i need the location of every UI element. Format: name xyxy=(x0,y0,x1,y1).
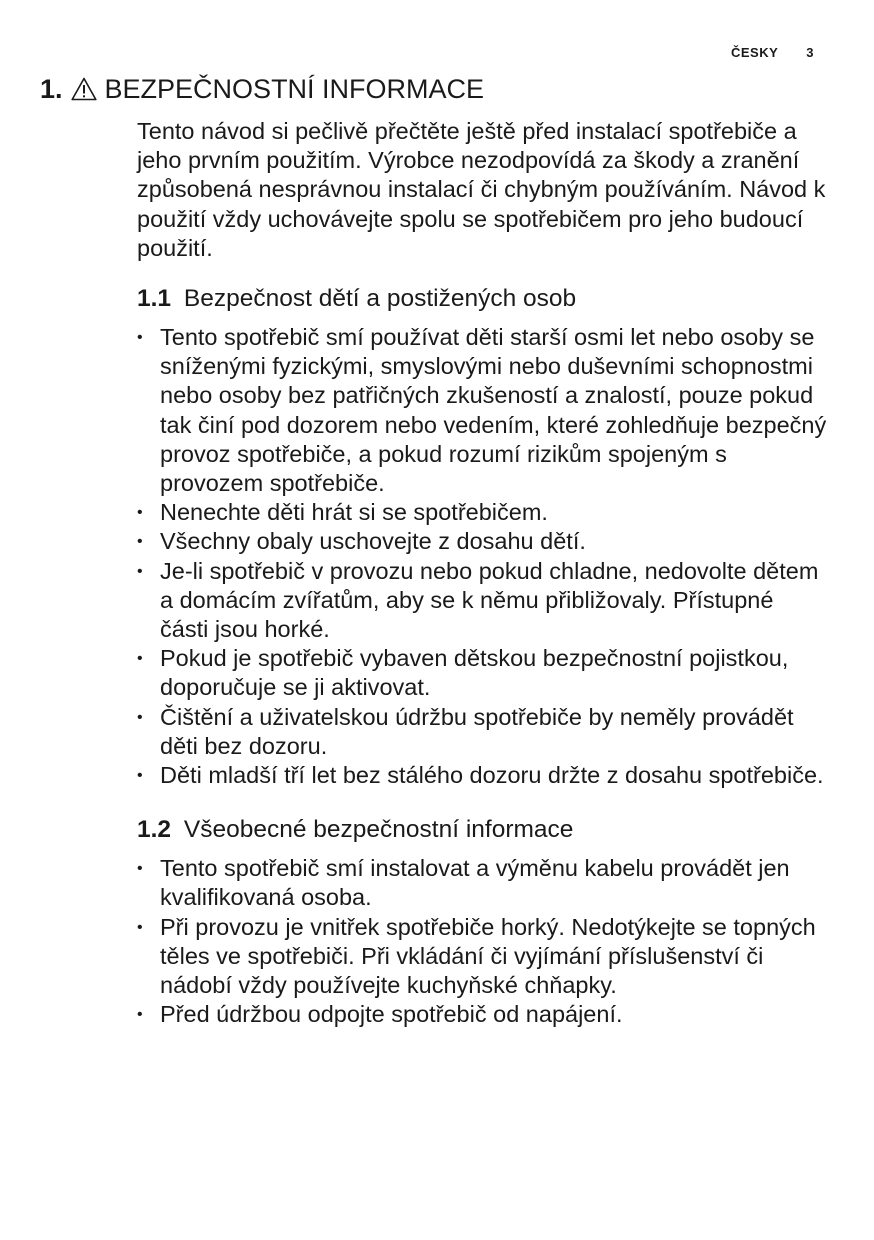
list-item: • Před údržbou odpojte spotřebič od napájení. xyxy=(137,1000,827,1029)
bullet-icon: • xyxy=(137,767,143,785)
main-content xyxy=(137,117,827,1029)
section-1-1-title: Bezpečnost dětí a postižených osob xyxy=(183,285,577,313)
section-1-heading xyxy=(40,74,484,105)
list-item: • Čištění a uživatelskou údržbu spotřebiče by neměly provádět děti bez dozoru. xyxy=(137,703,794,759)
bullet-icon: • xyxy=(137,562,143,580)
list-item: • Děti mladší tří let bez stálého dozoru držte z dosahu spotřebiče. xyxy=(137,761,827,790)
bullet-icon: • xyxy=(137,918,143,936)
warning-triangle-icon xyxy=(71,77,97,101)
section-1-number: 1. xyxy=(40,74,63,104)
section-1-2-heading xyxy=(137,816,827,844)
bullet-icon: • xyxy=(137,533,143,551)
bullet-icon: • xyxy=(137,650,143,668)
section-1-1-list xyxy=(137,323,827,790)
bullet-icon: • xyxy=(137,708,143,726)
section-1-2-title: Všeobecné bezpečnostní informace xyxy=(183,816,574,844)
list-item: • Pokud je spotřebič vybaven dětskou bezpečnostní pojistkou, doporučuje se ji aktivovat. xyxy=(137,645,789,701)
section-1-title: BEZPEČNOSTNÍ INFORMACE xyxy=(104,74,485,104)
list-item: • Je-li spotřebič v provozu nebo pokud chladne, nedovolte dětem a domácím zvířatům, aby se k němu přibližovaly. Přístupné části jsou horké. xyxy=(137,557,819,643)
list-item: • Tento spotřebič smí používat děti starší osmi let nebo osoby se sníženými fyzickými, smyslovými nebo duševními schopnostmi nebo osoby bez patřičných zkušeností a znalostí, pouze pokud tak činí pod dozorem nebo vedením, které zohledňuje bezpečný provoz spotřebiče, a pokud rozumí rizikům spojeným s provozem spotřebiče. xyxy=(137,324,827,497)
language-label: ČESKY xyxy=(730,45,779,60)
list-item: • Při provozu je vnitřek spotřebiče horký. Nedotýkejte se topných těles ve spotřebiči. Při vkládání či vyjímání příslušenství či nádobí vždy používejte kuchyňské chňapky. xyxy=(137,913,816,999)
list-item: • Všechny obaly uschovejte z dosahu dětí. xyxy=(137,527,827,556)
section-1-2-list xyxy=(137,854,827,1029)
page-number: 3 xyxy=(806,45,814,60)
page-header xyxy=(731,45,814,60)
section-1-1-heading xyxy=(137,285,827,313)
intro-paragraph: Tento návod si pečlivě přečtěte ještě před instalací spotřebiče a jeho prvním použitím. Výrobce nezodpovídá za škody a zranění způsobená nesprávnou instalací či chybným používáním. Návod k použití vždy uchovávejte spolu se spotřebičem pro jeho budoucí použití. xyxy=(137,118,826,261)
bullet-icon: • xyxy=(137,860,143,878)
section-1-2-number: 1.2 xyxy=(137,816,172,844)
bullet-icon: • xyxy=(137,504,143,522)
bullet-icon: • xyxy=(137,1006,143,1024)
section-1-1-number: 1.1 xyxy=(137,285,172,313)
bullet-icon: • xyxy=(137,329,143,347)
list-item: • Nenechte děti hrát si se spotřebičem. xyxy=(137,498,827,527)
list-item: • Tento spotřebič smí instalovat a výměnu kabelu provádět jen kvalifikovaná osoba. xyxy=(137,855,790,911)
